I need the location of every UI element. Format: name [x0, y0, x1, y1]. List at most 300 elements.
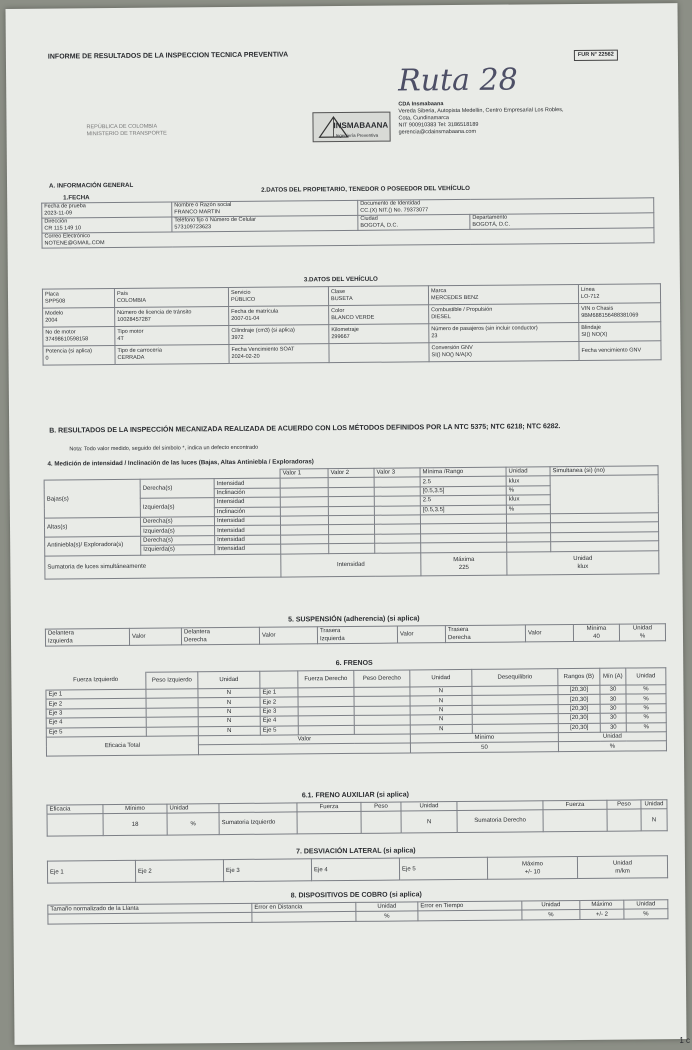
- vehiculo-label: Blindaje: [581, 324, 601, 331]
- correo-label: Correo Electrónico: [44, 233, 91, 240]
- vehiculo-label: Número de pasajeros (sin incluir conductor): [431, 325, 538, 333]
- vehiculo-label: No de motor: [45, 329, 76, 336]
- frenos-cell: [298, 687, 354, 697]
- cell: [328, 496, 374, 506]
- aux-cell: [297, 812, 361, 835]
- vehiculo-cell: [429, 341, 579, 361]
- frenos-cell: [354, 725, 410, 735]
- frenos-cell: N: [198, 688, 260, 698]
- aux-unit-value: %: [167, 813, 219, 835]
- frenos-cell: 30: [600, 685, 626, 695]
- sumatoria-maxima-value: 225: [458, 564, 469, 571]
- frenos-cell: Eje 1: [260, 688, 298, 698]
- susp-valor-4: Valor: [525, 625, 573, 642]
- vehiculo-label: Clase: [330, 288, 346, 296]
- luces-header: Unidad: [506, 467, 550, 477]
- frenos-cell: [298, 716, 354, 726]
- frenos-cell: [354, 706, 410, 716]
- vehiculo-value: 299667: [331, 333, 350, 341]
- frenos-cell: [354, 696, 410, 706]
- vehiculo-label: Modelo: [45, 310, 64, 317]
- susp-trasera-izq: [317, 626, 397, 644]
- frenos-header: Unidad: [626, 668, 666, 685]
- frenos-cell: N: [198, 698, 260, 708]
- cell: [328, 478, 374, 488]
- susp-delantera-izq: [45, 628, 129, 646]
- vehiculo-value: SI() NO(X): [581, 331, 608, 338]
- cda-line: Cota, Cundinamarca: [398, 115, 449, 122]
- vehiculo-label: País: [116, 290, 129, 297]
- desv-maximo: [487, 856, 577, 879]
- aux-sum-izq: Sumatoria Izquierdo: [219, 812, 297, 835]
- vehiculo-label: Tipo motor: [117, 328, 144, 335]
- aux-fuerza-2: Fuerza: [543, 800, 607, 810]
- cell: [375, 534, 421, 544]
- vehiculo-cell: [228, 287, 328, 307]
- cell: [374, 505, 420, 515]
- frenos-cell: %: [626, 703, 666, 713]
- frenos-header: Unidad: [198, 671, 260, 689]
- susp-valor-1: Valor: [129, 628, 181, 645]
- vehiculo-label: VIN o Chasis: [581, 305, 614, 312]
- inspection-report-page: [5, 3, 686, 1045]
- vehiculo-cell: [229, 344, 329, 364]
- vehiculo-label: Conversión GNV: [431, 344, 473, 352]
- fur-number: FUR N° 22562: [574, 50, 618, 61]
- brand-subtitle: Ingeniería Preventiva: [335, 132, 379, 139]
- frenos-cell: [298, 697, 354, 707]
- frenos-corner: Fuerza Izquierdo: [46, 672, 146, 690]
- ministry-line-1: REPÚBLICA DE COLOMBIA: [86, 123, 158, 131]
- susp-delantera-der: [181, 627, 259, 645]
- vehiculo-cell: [429, 303, 579, 323]
- susp-h2: Delantera: [183, 629, 210, 636]
- min-cell: [0.5,3.5]: [420, 505, 506, 515]
- cobro-cell: [48, 913, 252, 924]
- frenos-cell: Eje 5: [260, 725, 298, 735]
- susp-valor-2: Valor: [259, 627, 317, 645]
- susp-unidad: [619, 624, 665, 641]
- vehiculo-cell: [43, 346, 115, 366]
- direccion-value: CR 115 149 10: [44, 225, 82, 232]
- vehiculo-value: COLOMBIA: [117, 297, 147, 304]
- cell: [329, 534, 375, 544]
- unit-cell: %: [506, 485, 550, 495]
- vehiculo-table: [42, 283, 662, 365]
- ciudad-value: BOGOTÁ, D.C.: [360, 222, 399, 229]
- vehiculo-value: 4T: [117, 335, 124, 342]
- frenos-cell: Eje 3: [260, 707, 298, 717]
- bajas-izquierda: Izquierda(s): [140, 498, 214, 517]
- aux-n1: N: [401, 811, 457, 833]
- frenos-title: 6. FRENOS: [335, 659, 373, 668]
- cda-info: [398, 99, 648, 136]
- handwritten-note: Ruta 28: [397, 62, 518, 99]
- frenos-cell: Eje 1: [46, 689, 146, 699]
- antiniebla-label: Antiniebla(s)/ Exploradora(s): [45, 536, 141, 556]
- luces-header: Valor 3: [374, 468, 420, 478]
- aux-eficacia: Eficacia: [47, 805, 103, 815]
- vehiculo-label: Kilometraje: [331, 326, 359, 334]
- direccion-label: Dirección: [44, 218, 68, 225]
- frenos-cell: [146, 708, 198, 718]
- cobro-unidad-3: Unidad: [624, 900, 668, 910]
- depto-value: BOGOTÁ, D.C.: [472, 221, 511, 228]
- cell: [374, 477, 420, 487]
- frenos-cell: 30: [600, 694, 626, 704]
- cobro-max-value: +/- 2: [580, 909, 624, 919]
- cda-line: CDA Insmabaana: [398, 101, 444, 108]
- vehiculo-value: SI() NO() N/A(X): [431, 351, 472, 359]
- vehiculo-label: Línea: [580, 286, 595, 293]
- general-info-title: A. INFORMACIÓN GENERAL: [49, 181, 134, 190]
- telefono-label: Teléfono fijo ó Número de Celular: [174, 216, 257, 224]
- telefono-cell: [172, 215, 358, 232]
- frenos-cell: N: [198, 716, 260, 726]
- susp-minima-label: Mínima: [586, 625, 607, 632]
- cell: [280, 497, 328, 507]
- susp-unidad-label: Unidad: [632, 625, 652, 632]
- desv-maximo-value: +/- 10: [524, 868, 541, 875]
- cda-logo: [312, 112, 390, 143]
- eficacia-total-label: Eficacia Total: [46, 736, 198, 756]
- cell: [280, 516, 328, 526]
- cell: [374, 496, 420, 506]
- cell: [328, 487, 374, 497]
- desv-unidad-label: Unidad: [612, 860, 632, 867]
- cell: [281, 525, 329, 535]
- altas-label: Altas(s): [44, 517, 140, 537]
- antiniebla-izquierda: Izquierda(s): [141, 545, 215, 555]
- vehiculo-cell: [115, 345, 229, 365]
- desv-eje-5: Eje 5: [399, 857, 487, 880]
- report-title: INFORME DE RESULTADOS DE LA INSPECCION TECNICA PREVENTIVA: [47, 51, 289, 61]
- vehiculo-label: Color: [331, 308, 345, 315]
- desv-eje-4: Eje 4: [311, 858, 399, 881]
- vehiculo-value: PÚBLICO: [231, 296, 256, 303]
- min-cell: 2.5: [420, 495, 506, 505]
- ciudad-label: Ciudad: [360, 215, 378, 222]
- cell: [329, 525, 375, 535]
- frenos-header: Desequilibrio: [472, 669, 558, 687]
- susp-h1b: Izquierda: [47, 638, 73, 645]
- vehiculo-cell: [229, 325, 329, 345]
- aux-peso: Peso: [361, 802, 401, 812]
- vehiculo-value: MERCEDES BENZ: [431, 294, 479, 302]
- cobro-u3: %: [624, 909, 668, 919]
- vehiculo-cell: [578, 284, 660, 304]
- frenos-header: Unidad: [410, 669, 472, 687]
- susp-h1: Delantera: [47, 630, 74, 637]
- aux-minimo: Mínimo: [103, 804, 167, 814]
- cell: [280, 506, 328, 516]
- frenos-header: Fuerza Derecho: [298, 670, 354, 687]
- frenos-cell: N: [198, 707, 260, 717]
- frenos-cell: [298, 725, 354, 735]
- cobro-error-tiempo: Error en Tiempo: [418, 901, 522, 911]
- aux-cell: [47, 814, 103, 836]
- desv-maximo-label: Máximo: [521, 860, 543, 867]
- cobro-maximo: Máximo: [580, 900, 624, 910]
- general-info-table: [41, 197, 654, 248]
- documento-value: CC.(X) NIT.() No. 79373077: [360, 207, 429, 214]
- frenos-cell: [20,30]: [558, 685, 600, 695]
- suspension-title: 5. SUSPENSIÓN (adherencia) (si aplica): [288, 615, 420, 624]
- vehiculo-value: 0: [45, 355, 49, 362]
- vehiculo-cell: [115, 326, 229, 346]
- vehiculo-cell: [115, 307, 229, 327]
- frenos-cell: %: [626, 713, 666, 723]
- suspension-table: [45, 623, 666, 646]
- frenos-cell: N: [198, 726, 260, 736]
- fecha-value: 2023-11-09: [44, 210, 73, 217]
- row-label: Inclinación: [214, 507, 280, 517]
- vehiculo-cell: [329, 343, 429, 363]
- row-label: Intensidad: [215, 525, 281, 535]
- desv-eje-2: Eje 2: [135, 860, 223, 883]
- cobro-cell: [252, 912, 356, 922]
- frenos-cell: N: [410, 705, 472, 715]
- vehiculo-value: 23: [431, 333, 438, 340]
- frenos-cell: Eje 4: [46, 717, 146, 727]
- depto-label: Departamento: [472, 214, 508, 221]
- aux-cell: [607, 809, 641, 831]
- cell: [375, 543, 421, 553]
- frenos-header: Peso Izquierdo: [146, 672, 198, 689]
- vehiculo-title: 3.DATOS DEL VEHÍCULO: [303, 275, 378, 284]
- frenos-cell: [298, 706, 354, 716]
- susp-h3b: Izquierda: [319, 636, 345, 643]
- cell: [374, 487, 420, 497]
- vehiculo-value: BLANCO VERDE: [331, 314, 375, 322]
- frenos-cell: %: [626, 685, 666, 695]
- bajas-derecha: Derecha(s): [140, 479, 214, 498]
- frenos-cell: [354, 687, 410, 697]
- aux-n2: N: [641, 809, 667, 831]
- frenos-cell: N: [410, 686, 472, 696]
- cell: [507, 542, 551, 552]
- row-label: Inclinación: [214, 488, 280, 498]
- susp-valor-3: Valor: [397, 626, 445, 643]
- vehiculo-cell: [579, 341, 661, 361]
- cell: [550, 475, 658, 514]
- nombre-cell: [172, 200, 358, 217]
- frenos-header: [260, 671, 298, 688]
- frenos-table: [45, 667, 667, 756]
- cell: [375, 524, 421, 534]
- freno-aux-table: [46, 799, 667, 837]
- aux-peso-2: Peso: [607, 800, 641, 810]
- vehiculo-cell: [579, 322, 661, 342]
- cell: [506, 514, 550, 524]
- frenos-header: Mín (A): [600, 668, 626, 685]
- fecha-label: Fecha de prueba: [44, 203, 86, 210]
- vehiculo-cell: [42, 289, 114, 309]
- vehiculo-value: 3972: [231, 334, 244, 341]
- frenos-cell: Eje 5: [46, 727, 146, 737]
- susp-h4b: Derecha: [447, 634, 471, 642]
- cobro-table: [47, 899, 668, 924]
- correo-value: NOTENE@GMAIL.COM: [44, 240, 105, 247]
- vehiculo-value: 2007-01-04: [231, 315, 260, 322]
- aux-unidad-2: Unidad: [401, 802, 457, 812]
- vehiculo-label: Potencia (si aplica): [45, 348, 92, 355]
- frenos-cell: [146, 726, 198, 736]
- vehiculo-cell: [43, 308, 115, 328]
- vehiculo-cell: [329, 305, 429, 325]
- susp-trasera-der: [445, 625, 525, 643]
- vehiculo-cell: [43, 327, 115, 347]
- cobro-u1: %: [356, 911, 418, 921]
- cda-line: Vereda Siberia, Autopista Medellín, Centro Empresarial Los Robles,: [398, 107, 564, 115]
- nombre-value: FRANCO MARTIN: [174, 209, 221, 216]
- frenos-header: Rangos (B): [558, 668, 600, 685]
- luces-table: [44, 465, 660, 579]
- vehiculo-label: Combustible / Propulsión: [431, 306, 493, 314]
- resultados-title: B. RESULTADOS DE LA INSPECCIÓN MECANIZADA REALIZADA DE ACUERDO CON LOS MÉTODOS DEFINIDOS POR LA NTC 5375; NTC 6218; NTC 6282.: [49, 423, 561, 435]
- sumatoria-intensidad: Intensidad: [281, 552, 421, 576]
- vehiculo-label: Cilindraje (cm3) (si aplica): [231, 327, 295, 334]
- frenos-cell: 30: [600, 723, 626, 733]
- row-label: Intensidad: [214, 478, 280, 488]
- vehiculo-cell: [329, 324, 429, 344]
- frenos-cell: Eje 2: [260, 697, 298, 707]
- aux-unidad-3: Unidad: [641, 800, 667, 810]
- eficacia-minimo-label: Mínimo: [410, 733, 558, 744]
- row-label: Intensidad: [215, 535, 281, 545]
- vehiculo-label: Servicio: [230, 289, 251, 296]
- frenos-cell: [146, 698, 198, 708]
- vehiculo-label: Marca: [430, 288, 447, 295]
- frenos-cell: %: [626, 722, 666, 732]
- row-label: Intensidad: [214, 516, 280, 526]
- susp-h2b: Derecha: [183, 637, 207, 644]
- cell: [328, 506, 374, 516]
- nombre-label: Nombre ó Razón social: [174, 201, 232, 209]
- cell: [280, 478, 328, 488]
- frenos-header: Peso Derecho: [354, 670, 410, 687]
- frenos-cell: [20,30]: [558, 713, 600, 723]
- frenos-cell: %: [626, 694, 666, 704]
- vehiculo-value: 2004: [45, 317, 58, 324]
- frenos-cell: N: [410, 715, 472, 725]
- vehiculo-value: 10028457287: [117, 316, 151, 323]
- vehiculo-cell: [428, 284, 578, 304]
- cobro-unidad-1: Unidad: [356, 902, 418, 912]
- desviacion-title: 7. DESVIACIÓN LATERAL (si aplica): [296, 847, 416, 856]
- vehiculo-value: 37498610598158: [45, 336, 89, 343]
- bajas-label: Bajas(s): [44, 480, 140, 518]
- vehiculo-value: [332, 352, 427, 353]
- frenos-cell: [20,30]: [558, 695, 600, 705]
- fecha-title: 1.FECHA: [63, 194, 90, 202]
- vehiculo-cell: [229, 306, 329, 326]
- vehiculo-row: [43, 341, 661, 365]
- cobro-unidad-2: Unidad: [522, 900, 580, 910]
- vehiculo-cell: [114, 288, 228, 308]
- cell: [328, 515, 374, 525]
- cobro-title: 8. DISPOSITIVOS DE COBRO (si aplica): [290, 891, 422, 900]
- vehiculo-label: Fecha vencimiento GNV: [581, 346, 642, 354]
- row-label: Intensidad: [214, 497, 280, 507]
- min-cell: [0.5,3.5]: [420, 486, 506, 496]
- vehiculo-label: Fecha de matrícula: [231, 308, 279, 315]
- frenos-cell: 30: [600, 704, 626, 714]
- ministry-line-2: MINISTERIO DE TRANSPORTE: [86, 130, 167, 138]
- resultados-nota: Nota: Todo valor medido, seguido del símbolo *, indica un defecto encontrado: [69, 444, 259, 453]
- sumatoria-maxima: [421, 552, 507, 576]
- cda-line: NIT 900910383 Tel: 3186518189: [398, 121, 479, 129]
- cobro-error-dist: Error en Distancia: [252, 902, 356, 912]
- desv-eje-3: Eje 3: [223, 859, 311, 882]
- frenos-cell: [20,30]: [558, 723, 600, 733]
- cell: [507, 523, 551, 533]
- susp-h3: Trasera: [319, 628, 341, 635]
- cobro-llanta: Tamaño normalizado de la Llanta: [48, 903, 252, 914]
- vehiculo-value: 9BM688156488381069: [581, 312, 639, 319]
- vehiculo-label: Fecha Vencimiento SOAT: [231, 346, 295, 353]
- luces-header: Simultanea (si) (no): [550, 466, 658, 476]
- sumatoria-unidad-label: Unidad: [573, 555, 593, 562]
- eficacia-valor: [198, 743, 410, 754]
- vehiculo-value: DIESEL: [431, 314, 451, 321]
- susp-unidad-value: %: [639, 633, 646, 640]
- sumatoria-unidad: [507, 550, 659, 574]
- vehiculo-cell: [328, 286, 428, 306]
- frenos-cell: [146, 717, 198, 727]
- propietario-title: 2.DATOS DEL PROPIETARIO, TENEDOR O POSEEDOR DEL VEHÍCULO: [261, 184, 470, 194]
- sumatoria-label: Sumatoria de luces simultáneamente: [45, 554, 281, 579]
- frenos-cell: [20,30]: [558, 704, 600, 714]
- cell: [329, 543, 375, 553]
- susp-h4: Trasera: [447, 626, 469, 634]
- direccion-cell: [42, 217, 172, 233]
- telefono-value: 573109723623: [174, 224, 212, 231]
- eficacia-minimo-value: 50: [410, 742, 558, 753]
- sumatoria-unidad-value: klux: [577, 563, 589, 570]
- unit-cell: klux: [506, 476, 550, 486]
- vehiculo-cell: [429, 322, 579, 342]
- aux-cell: [361, 811, 401, 833]
- aux-cell: [543, 810, 607, 833]
- vehiculo-value: LO-712: [581, 293, 600, 300]
- vehiculo-cell: [579, 303, 661, 323]
- frenos-cell: N: [410, 724, 472, 734]
- vehiculo-label: Tipo de carrocería: [117, 347, 162, 354]
- eficacia-unidad-label: Unidad: [558, 732, 666, 742]
- frenos-cell: [354, 715, 410, 725]
- aux-unidad: Unidad: [167, 804, 219, 814]
- aux-fuerza: Fuerza: [297, 802, 361, 812]
- sumatoria-maxima-label: Máxima: [453, 556, 475, 563]
- frenos-cell: 30: [600, 713, 626, 723]
- eficacia-unidad-value: %: [558, 741, 666, 751]
- luces-header: Valor 1: [280, 469, 328, 479]
- page-number: 1 c: [679, 1036, 690, 1045]
- altas-derecha: Derecha(s): [140, 517, 214, 527]
- desv-unidad: [577, 856, 667, 879]
- cobro-u2: %: [522, 910, 580, 920]
- susp-minima: [573, 624, 619, 641]
- cda-line: gerencia@cdainsmabaana.com: [398, 128, 477, 136]
- ciudad-cell: [358, 214, 470, 230]
- cell: [281, 544, 329, 554]
- brand-name: INSMABAANA: [333, 120, 389, 131]
- luces-header: Mínima /Rango: [420, 467, 506, 477]
- min-cell: 2.5: [420, 476, 506, 486]
- frenos-cell: Eje 2: [46, 699, 146, 709]
- unit-cell: %: [506, 504, 550, 514]
